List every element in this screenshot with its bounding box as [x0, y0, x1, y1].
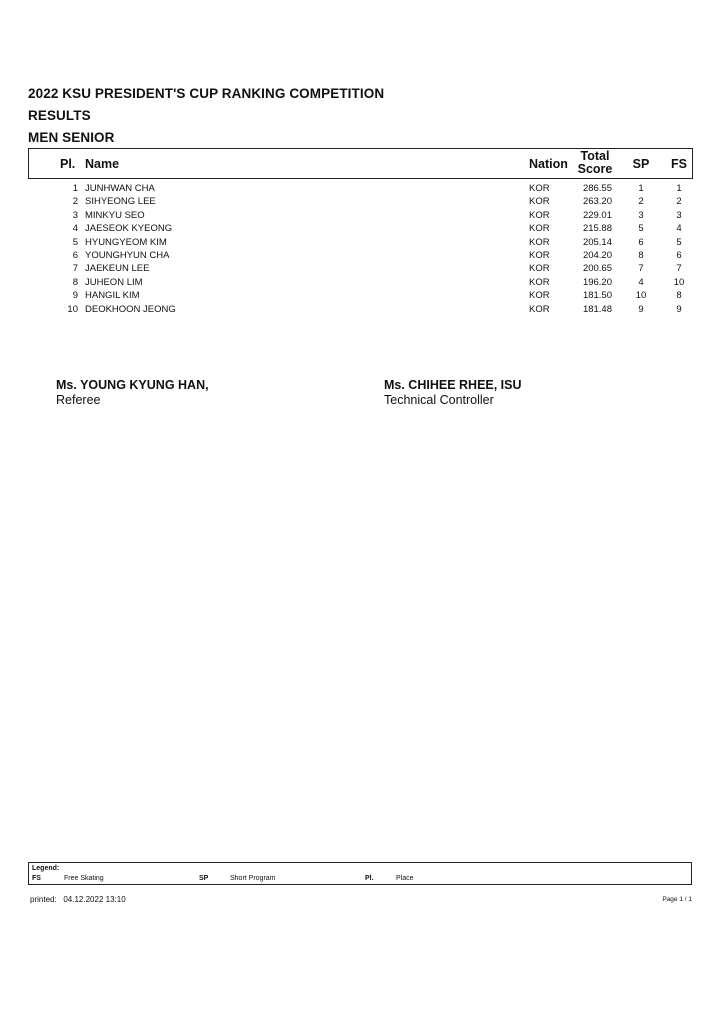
cell-fs: 3 — [676, 209, 682, 221]
table-row — [0, 210, 720, 223]
page-number: Page 1 / 1 — [662, 896, 692, 903]
official-role: Technical Controller — [384, 393, 494, 407]
cell-name: YOUNGHYUN CHA — [85, 249, 170, 261]
cell-nation: KOR — [529, 263, 550, 275]
cell-sp: 9 — [638, 303, 644, 315]
official-name: Ms. CHIHEE RHEE, ISU — [384, 378, 522, 392]
cell-name: MINKYU SEO — [85, 209, 145, 221]
cell-nation: KOR — [529, 276, 550, 288]
cell-fs: 10 — [673, 276, 685, 288]
official-name: Ms. YOUNG KYUNG HAN, — [56, 378, 209, 392]
results-table-body — [0, 183, 720, 317]
cell-sp: 1 — [638, 183, 644, 194]
column-header-total-line2: Score — [577, 162, 613, 176]
legend-value-pl: Place — [396, 875, 414, 882]
cell-name: JUHEON LIM — [85, 276, 143, 288]
cell-sp: 5 — [638, 223, 644, 235]
cell-total-score: 205.14 — [582, 236, 612, 248]
cell-name: JAESEOK KYEONG — [85, 223, 173, 235]
cell-nation: KOR — [529, 183, 550, 194]
cell-name: JAEKEUN LEE — [85, 263, 150, 275]
cell-total-score: 181.50 — [582, 290, 612, 302]
cell-total-score: 181.48 — [582, 303, 612, 315]
cell-name: DEOKHOON JEONG — [85, 303, 176, 315]
column-header-sp: SP — [632, 157, 650, 171]
cell-fs: 7 — [676, 263, 682, 275]
cell-name: SIHYEONG LEE — [85, 196, 156, 208]
official-role: Referee — [56, 393, 101, 407]
cell-nation: KOR — [529, 303, 550, 315]
column-header-nation: Nation — [529, 157, 568, 171]
cell-sp: 8 — [638, 249, 644, 261]
legend-box — [28, 862, 692, 885]
table-row — [0, 183, 720, 196]
cell-fs: 8 — [676, 290, 682, 302]
cell-nation: KOR — [529, 236, 550, 248]
table-row — [0, 237, 720, 250]
cell-total-score: 229.01 — [582, 209, 612, 221]
cell-place: 7 — [72, 263, 78, 275]
cell-sp: 10 — [635, 290, 647, 302]
cell-name: HANGIL KIM — [85, 290, 140, 302]
cell-place: 10 — [67, 303, 78, 315]
table-row — [0, 263, 720, 276]
cell-total-score: 286.55 — [582, 183, 612, 194]
cell-place: 3 — [72, 209, 78, 221]
legend-title: Legend: — [32, 865, 60, 872]
column-header-place: Pl. — [60, 157, 76, 171]
cell-place: 2 — [72, 196, 78, 208]
cell-name: HYUNGYEOM KIM — [85, 236, 167, 248]
table-row — [0, 250, 720, 263]
cell-fs: 6 — [676, 249, 682, 261]
cell-sp: 4 — [638, 276, 644, 288]
table-row — [0, 223, 720, 236]
cell-place: 1 — [72, 183, 78, 194]
cell-total-score: 204.20 — [582, 249, 612, 261]
table-row — [0, 277, 720, 290]
cell-sp: 7 — [638, 263, 644, 275]
legend-value-sp: Short Program — [230, 875, 276, 882]
cell-place: 4 — [72, 223, 78, 235]
cell-nation: KOR — [529, 196, 550, 208]
cell-fs: 4 — [676, 223, 682, 235]
official-technical-controller — [384, 378, 522, 407]
cell-fs: 2 — [676, 196, 682, 208]
column-header-total-score — [572, 150, 618, 176]
column-header-name: Name — [85, 157, 120, 171]
cell-total-score: 215.88 — [582, 223, 612, 235]
legend-key-fs: FS — [32, 875, 41, 882]
printed-value: 04.12.2022 13:10 — [63, 895, 126, 904]
cell-sp: 2 — [638, 196, 644, 208]
cell-total-score: 263.20 — [582, 196, 612, 208]
cell-place: 8 — [72, 276, 78, 288]
cell-sp: 3 — [638, 209, 644, 221]
cell-fs: 5 — [676, 236, 682, 248]
column-header-fs: FS — [671, 157, 687, 171]
printed-label: printed: — [30, 895, 57, 904]
document-subtitle: RESULTS — [28, 108, 91, 123]
cell-name: JUNHWAN CHA — [85, 183, 155, 194]
table-row — [0, 290, 720, 303]
legend-value-fs: Free Skating — [64, 875, 104, 882]
cell-total-score: 196.20 — [582, 276, 612, 288]
legend-key-pl: Pl. — [365, 875, 374, 882]
printed-timestamp — [30, 895, 126, 904]
cell-nation: KOR — [529, 209, 550, 221]
column-header-total-line1: Total — [580, 149, 610, 163]
table-row — [0, 304, 720, 317]
cell-fs: 1 — [676, 183, 682, 194]
cell-place: 5 — [72, 236, 78, 248]
cell-fs: 9 — [676, 303, 682, 315]
official-referee — [56, 378, 209, 407]
cell-sp: 6 — [638, 236, 644, 248]
cell-nation: KOR — [529, 223, 550, 235]
cell-nation: KOR — [529, 249, 550, 261]
document-title: 2022 KSU PRESIDENT'S CUP RANKING COMPETITION — [28, 86, 385, 101]
cell-place: 9 — [72, 290, 78, 302]
table-row — [0, 196, 720, 209]
cell-nation: KOR — [529, 290, 550, 302]
legend-key-sp: SP — [199, 875, 209, 882]
cell-place: 6 — [72, 249, 78, 261]
cell-total-score: 200.65 — [582, 263, 612, 275]
category-title: MEN SENIOR — [28, 130, 115, 145]
